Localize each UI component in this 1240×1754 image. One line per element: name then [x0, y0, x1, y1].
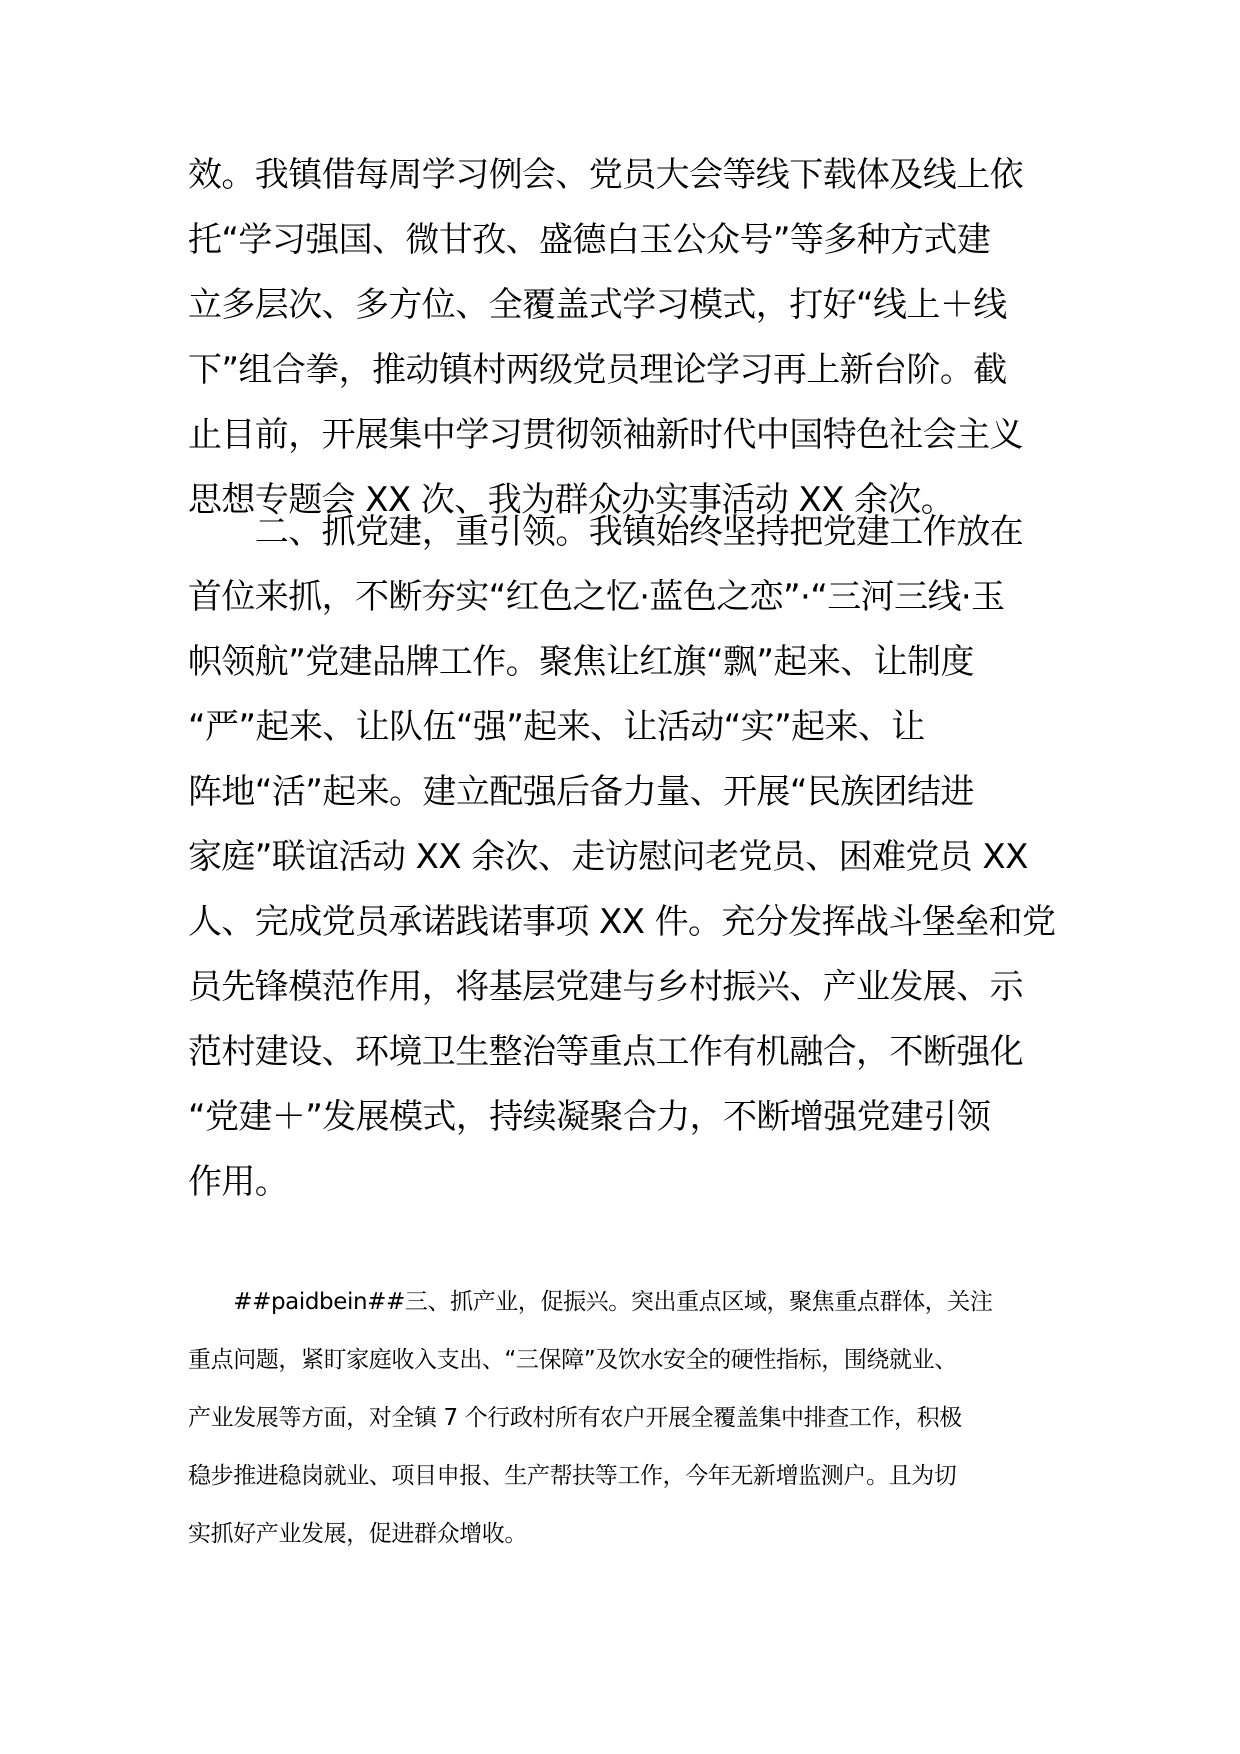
text-line: ##paidbein##三、抓产业，促振兴。突出重点区域，聚焦重点群体，关注: [188, 1289, 993, 1315]
text-line: 阵地“活”起来。建立配强后备力量、开展“民族团结进: [188, 772, 974, 812]
text-line: 范村建设、环境卫生整治等重点工作有机融合，不断强化: [188, 1032, 1023, 1072]
paragraph-industry: [188, 1273, 1068, 1563]
text-line: 下”组合拳，推动镇村两级党员理论学习再上新台阶。截: [188, 350, 1007, 390]
text-line: 立多层次、多方位、全覆盖式学习模式，打好“线上＋线: [188, 285, 1007, 325]
text-line: “严”起来、让队伍“强”起来、让活动“实”起来、让: [188, 707, 925, 747]
text-line: 员先锋模范作用，将基层党建与乡村振兴、产业发展、示: [188, 967, 1023, 1007]
text-line: 家庭”联谊活动 XX 余次、走访慰问老党员、困难党员 XX: [188, 837, 1028, 877]
paragraph-study: [188, 143, 1068, 533]
text-line: 产业发展等方面，对全镇 7 个行政村所有农户开展全覆盖集中排查工作，积极: [188, 1405, 962, 1431]
text-line: 思想专题会 XX 次、我为群众办实事活动 XX 余次。: [188, 480, 955, 520]
text-line: 重点问题，紧盯家庭收入支出、“三保障”及饮水安全的硬性指标，围绕就业、: [188, 1347, 957, 1373]
text-line: 帜领航”党建品牌工作。聚焦让红旗“飘”起来、让制度: [188, 642, 974, 682]
paragraph-party-building: [188, 500, 1068, 1215]
text-line: 二、抓党建，重引领。我镇始终坚持把党建工作放在: [188, 512, 1023, 552]
text-line: 作用。: [188, 1162, 289, 1202]
text-line: “党建＋”发展模式，持续凝聚合力，不断增强党建引领: [188, 1097, 991, 1137]
text-line: 效。我镇借每周学习例会、党员大会等线下载体及线上依: [188, 155, 1023, 195]
text-line: 稳步推进稳岗就业、项目申报、生产帮扶等工作，今年无新增监测户。且为切: [188, 1463, 957, 1489]
text-line: 托“学习强国、微甘孜、盛德白玉公众号”等多种方式建: [188, 220, 991, 260]
text-line: 首位来抓，不断夯实“红色之忆·蓝色之恋”·“三河三线·玉: [188, 577, 1005, 617]
text-line: 止目前，开展集中学习贯彻领袖新时代中国特色社会主义: [188, 415, 1023, 455]
text-line: 实抓好产业发展，促进群众增收。: [188, 1521, 528, 1547]
text-line: 人、完成党员承诺践诺事项 XX 件。充分发挥战斗堡垒和党: [188, 902, 1056, 942]
